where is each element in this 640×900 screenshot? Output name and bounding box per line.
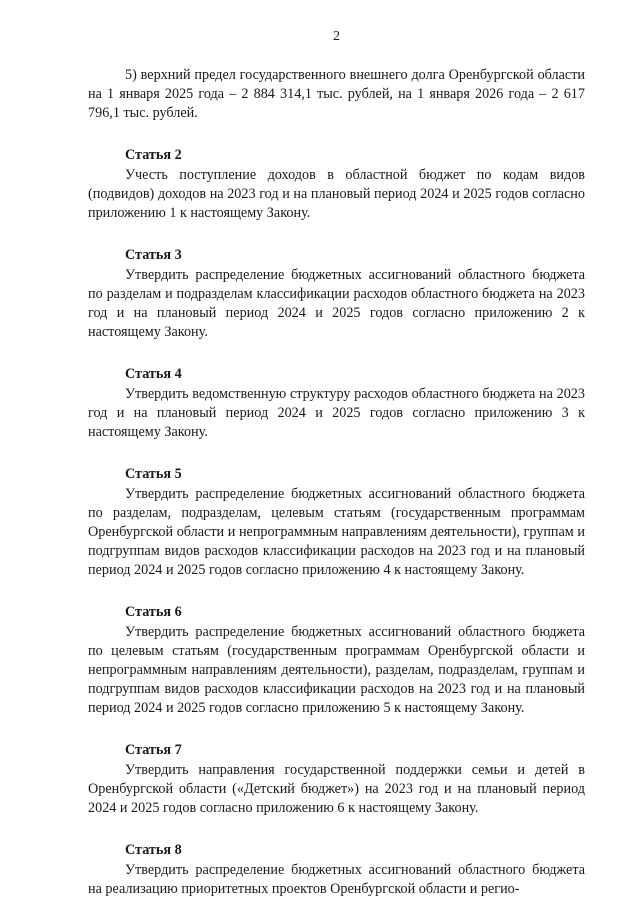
article-title: Статья 4 <box>125 366 182 382</box>
article-title: Статья 6 <box>125 604 182 620</box>
article-8 <box>88 841 585 899</box>
article-title: Статья 2 <box>125 147 182 163</box>
article-text: Утвердить распределение бюджетных ассигнований областного бюджета по разделам и подразделам классификации расходов областного бюджета на 2023 год и на плановый период 2024 и 2025 годов согласно приложению 2 к настоящему Закону. <box>88 267 585 340</box>
article-2 <box>88 146 585 223</box>
article-text: Утвердить распределение бюджетных ассигнований областного бюджета на реализацию приоритетных проектов Оренбургской области и регио- <box>88 862 585 897</box>
article-title: Статья 7 <box>125 742 182 758</box>
article-6 <box>88 603 585 718</box>
article-text: Утвердить распределение бюджетных ассигнований областного бюджета по разделам, подразделам, целевым статьям (государственным программам Оренбургской области и непрограммным направлениям деятельности), группам и подгруппам видов расходов классификации расходов на 2023 год и на плановый период 2024 и 2025 годов согласно приложению 4 к настоящему Закону. <box>88 486 585 578</box>
article-4 <box>88 365 585 442</box>
article-5 <box>88 465 585 580</box>
page-number: 2 <box>333 29 340 44</box>
article-title: Статья 5 <box>125 466 182 482</box>
article-text: Утвердить ведомственную структуру расходов областного бюджета на 2023 год и на плановый период 2024 и 2025 годов согласно приложению 3 к настоящему Закону. <box>88 386 585 440</box>
article-3 <box>88 246 585 342</box>
article-text: Утвердить распределение бюджетных ассигнований областного бюджета по целевым статьям (государственным программам Оренбургской области и непрограммным направлениям деятельности), разделам, подразделам, группам и подгруппам видов расходов классификации расходов на 2023 год и на плановый период 2024 и 2025 годов согласно приложению 5 к настоящему Закону. <box>88 624 585 716</box>
article-7 <box>88 741 585 818</box>
article-title: Статья 3 <box>125 247 182 263</box>
article-text: Утвердить направления государственной поддержки семьи и детей в Оренбургской области («Детский бюджет») на 2023 год и на плановый период 2024 и 2025 годов согласно приложению 6 к настоящему Закону. <box>88 762 585 816</box>
article-title: Статья 8 <box>125 842 182 858</box>
article-text: Учесть поступление доходов в областной бюджет по кодам видов (подвидов) доходов на 2023 год и на плановый период 2024 и 2025 годов согласно приложению 1 к настоящему Закону. <box>88 167 585 221</box>
intro-paragraph: 5) верхний предел государственного внешнего долга Оренбургской области на 1 января 2025 года – 2 884 314,1 тыс. рублей, на 1 января 2026 года – 2 617 796,1 тыс. рублей. <box>88 67 585 121</box>
